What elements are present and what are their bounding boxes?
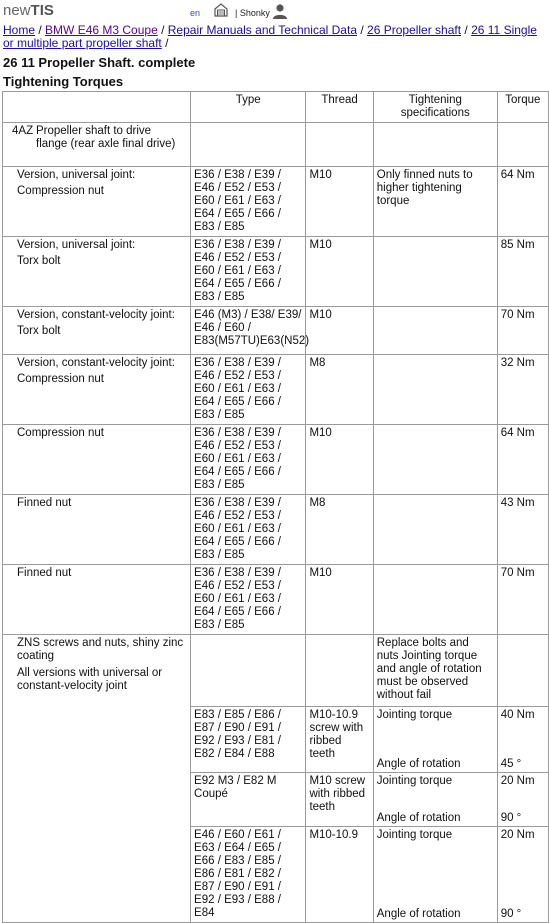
part-cell: [3, 167, 191, 237]
breadcrumb-link[interactable]: BMW E46 M3 Coupe: [45, 23, 158, 37]
breadcrumb-link[interactable]: 26 Propeller shaft: [367, 23, 462, 37]
type-cell: E36 / E38 / E39 / E46 / E52 / E53 / E60 / E61 / E63 / E64 / E65 / E66 / E83 / E85: [191, 425, 306, 495]
table-row: [3, 355, 549, 425]
part-cell: [3, 495, 191, 565]
part-cell: [3, 307, 191, 355]
cell-empty: [497, 635, 548, 707]
breadcrumb: [0, 24, 549, 50]
part-line-1: Version, universal joint:: [17, 239, 136, 251]
intro-cell: [3, 123, 191, 167]
torque-jointing: 20 Nm: [500, 829, 535, 841]
part-code: 4AZ: [12, 125, 34, 137]
torque-cell: 85 Nm: [497, 237, 548, 307]
torque-angle: 45 °: [500, 758, 522, 770]
part-line-2: Torx bolt: [17, 325, 61, 337]
torque-angle: 90 °: [500, 908, 522, 920]
torque-table: [2, 91, 549, 923]
type-cell: E36 / E38 / E39 / E46 / E52 / E53 / E60 / E61 / E63 / E64 / E65 / E66 / E83 / E85: [191, 495, 306, 565]
spec-cell: Only finned nuts to higher tightening torque: [373, 167, 497, 237]
torque-cell: 70 Nm: [497, 565, 548, 635]
cell-empty: [497, 123, 548, 167]
torque-cell: 64 Nm: [497, 167, 548, 237]
breadcrumb-separator: /: [35, 23, 46, 37]
table-header-row: [3, 92, 549, 123]
torque-jointing: 20 Nm: [500, 775, 535, 787]
user-icon[interactable]: [272, 3, 288, 19]
cell-empty: [191, 635, 306, 707]
thread-cell: M8: [306, 495, 373, 565]
col-header-spec: Tightening specifications: [373, 92, 497, 123]
breadcrumb-separator: /: [461, 23, 472, 37]
zns-part-line-1: ZNS screws and nuts, shiny zinc coating: [17, 637, 184, 662]
torque-angle: 90 °: [500, 812, 522, 824]
part-line-2: Compression nut: [17, 373, 104, 385]
torque-cell: 32 Nm: [497, 355, 548, 425]
page-title: 26 11 Propeller Shaft. complete: [3, 55, 196, 70]
cell-empty: [191, 123, 306, 167]
col-header-thread: Thread: [306, 92, 373, 123]
part-cell: [3, 565, 191, 635]
table-row: [3, 495, 549, 565]
spec-cell: [373, 827, 497, 923]
part-line-2: Compression nut: [17, 185, 104, 197]
brand-prefix: new: [3, 2, 31, 19]
table-row: [3, 237, 549, 307]
breadcrumb-separator: /: [161, 36, 169, 50]
table-row: [3, 307, 549, 355]
zns-spec-cell: Replace bolts and nuts Jointing torque and angle of rotation must be observed without fail: [373, 635, 497, 707]
type-cell: E46 / E60 / E61 / E63 / E64 / E65 / E66 / E83 / E85 / E86 / E81 / E82 / E87 / E90 / E91 / E92 / E93 / E88 / E84: [191, 827, 306, 923]
thread-cell: M10: [306, 307, 373, 355]
type-cell: E83 / E85 / E86 / E87 / E90 / E91 / E92 / E93 / E81 / E82 / E84 / E88: [191, 707, 306, 773]
table-row: [3, 167, 549, 237]
torque-cell: 43 Nm: [497, 495, 548, 565]
type-cell: E36 / E38 / E39 / E46 / E52 / E53 / E60 / E61 / E63 / E64 / E65 / E66 / E83 / E85: [191, 565, 306, 635]
thread-cell: M10: [306, 237, 373, 307]
part-cell: [3, 425, 191, 495]
top-bar: [0, 0, 549, 24]
spec-jointing: Jointing torque: [376, 775, 453, 787]
torque-jointing: 40 Nm: [500, 709, 535, 721]
type-cell: E36 / E38 / E39 / E46 / E52 / E53 / E60 / E61 / E63 / E64 / E65 / E66 / E83 / E85: [191, 237, 306, 307]
type-cell: E36 / E38 / E39 / E46 / E52 / E53 / E60 / E61 / E63 / E64 / E65 / E66 / E83 / E85: [191, 355, 306, 425]
thread-cell: M10: [306, 167, 373, 237]
spec-jointing: Jointing torque: [376, 709, 453, 721]
zns-part-line-2: All versions with universal or constant-velocity joint: [17, 667, 163, 692]
table-row: [3, 425, 549, 495]
thread-cell: M10: [306, 425, 373, 495]
spec-cell: [373, 707, 497, 773]
spec-angle: Angle of rotation: [376, 908, 461, 920]
breadcrumb-link[interactable]: Repair Manuals and Technical Data: [167, 23, 357, 37]
table-row-zns: [3, 635, 549, 707]
spec-cell: [373, 355, 497, 425]
garage-icon[interactable]: [214, 3, 228, 17]
thread-cell: M10-10.9 screw with ribbed teeth: [306, 707, 373, 773]
thread-cell: M10 screw with ribbed teeth: [306, 773, 373, 827]
thread-cell: M10: [306, 565, 373, 635]
torque-cell: [497, 773, 548, 827]
language-link[interactable]: en: [190, 8, 201, 18]
spec-cell: [373, 237, 497, 307]
type-cell: E36 / E38 / E39 / E46 / E52 / E53 / E60 / E61 / E63 / E64 / E65 / E66 / E83 / E85: [191, 167, 306, 237]
brand-name: TIS: [30, 2, 54, 19]
spec-angle: Angle of rotation: [376, 812, 461, 824]
col-header-part: [3, 92, 191, 123]
zns-part-cell: [3, 635, 191, 923]
part-line-1: Version, universal joint:: [17, 169, 136, 181]
torque-cell: [497, 707, 548, 773]
type-cell: E92 M3 / E82 M Coupé: [191, 773, 306, 827]
part-line-1: Finned nut: [17, 497, 72, 509]
type-cell: E46 (M3) / E38/ E39/ E46 / E60 / E83(M57TU)E63(N52): [191, 307, 306, 355]
spec-cell: [373, 307, 497, 355]
section-title: Tightening Torques: [3, 74, 124, 89]
breadcrumb-separator: /: [357, 23, 368, 37]
col-header-torque: Torque: [497, 92, 548, 123]
spec-cell: [373, 425, 497, 495]
spec-angle: Angle of rotation: [376, 758, 461, 770]
col-header-type: Type: [191, 92, 306, 123]
torque-cell: 64 Nm: [497, 425, 548, 495]
cell-empty: [373, 123, 497, 167]
spec-cell: [373, 495, 497, 565]
part-line-1: Version, constant-velocity joint:: [17, 357, 175, 369]
part-cell: [3, 355, 191, 425]
torque-cell: [497, 827, 548, 923]
cell-empty: [306, 123, 373, 167]
breadcrumb-separator: /: [157, 23, 168, 37]
part-line-1: Compression nut: [17, 427, 104, 439]
part-cell: [3, 237, 191, 307]
part-line-1: Finned nut: [17, 567, 72, 579]
spec-cell: [373, 773, 497, 827]
table-row-intro: [3, 123, 549, 167]
thread-cell: M10-10.9: [306, 827, 373, 923]
part-line-2: Torx bolt: [17, 255, 61, 267]
intro-text: Propeller shaft to drive flange (rear axle final drive): [36, 125, 176, 150]
table-row: [3, 565, 549, 635]
spec-jointing: Jointing torque: [376, 829, 453, 841]
thread-cell: M8: [306, 355, 373, 425]
spec-cell: [373, 565, 497, 635]
app-logo[interactable]: [3, 2, 54, 19]
breadcrumb-link[interactable]: 26 11 Single or multiple part propeller shaft: [3, 23, 537, 50]
cell-empty: [306, 635, 373, 707]
part-line-1: Version, constant-velocity joint:: [17, 309, 175, 321]
breadcrumb-link[interactable]: Home: [3, 23, 36, 37]
torque-cell: 70 Nm: [497, 307, 548, 355]
user-name[interactable]: | Shonky: [235, 8, 270, 18]
